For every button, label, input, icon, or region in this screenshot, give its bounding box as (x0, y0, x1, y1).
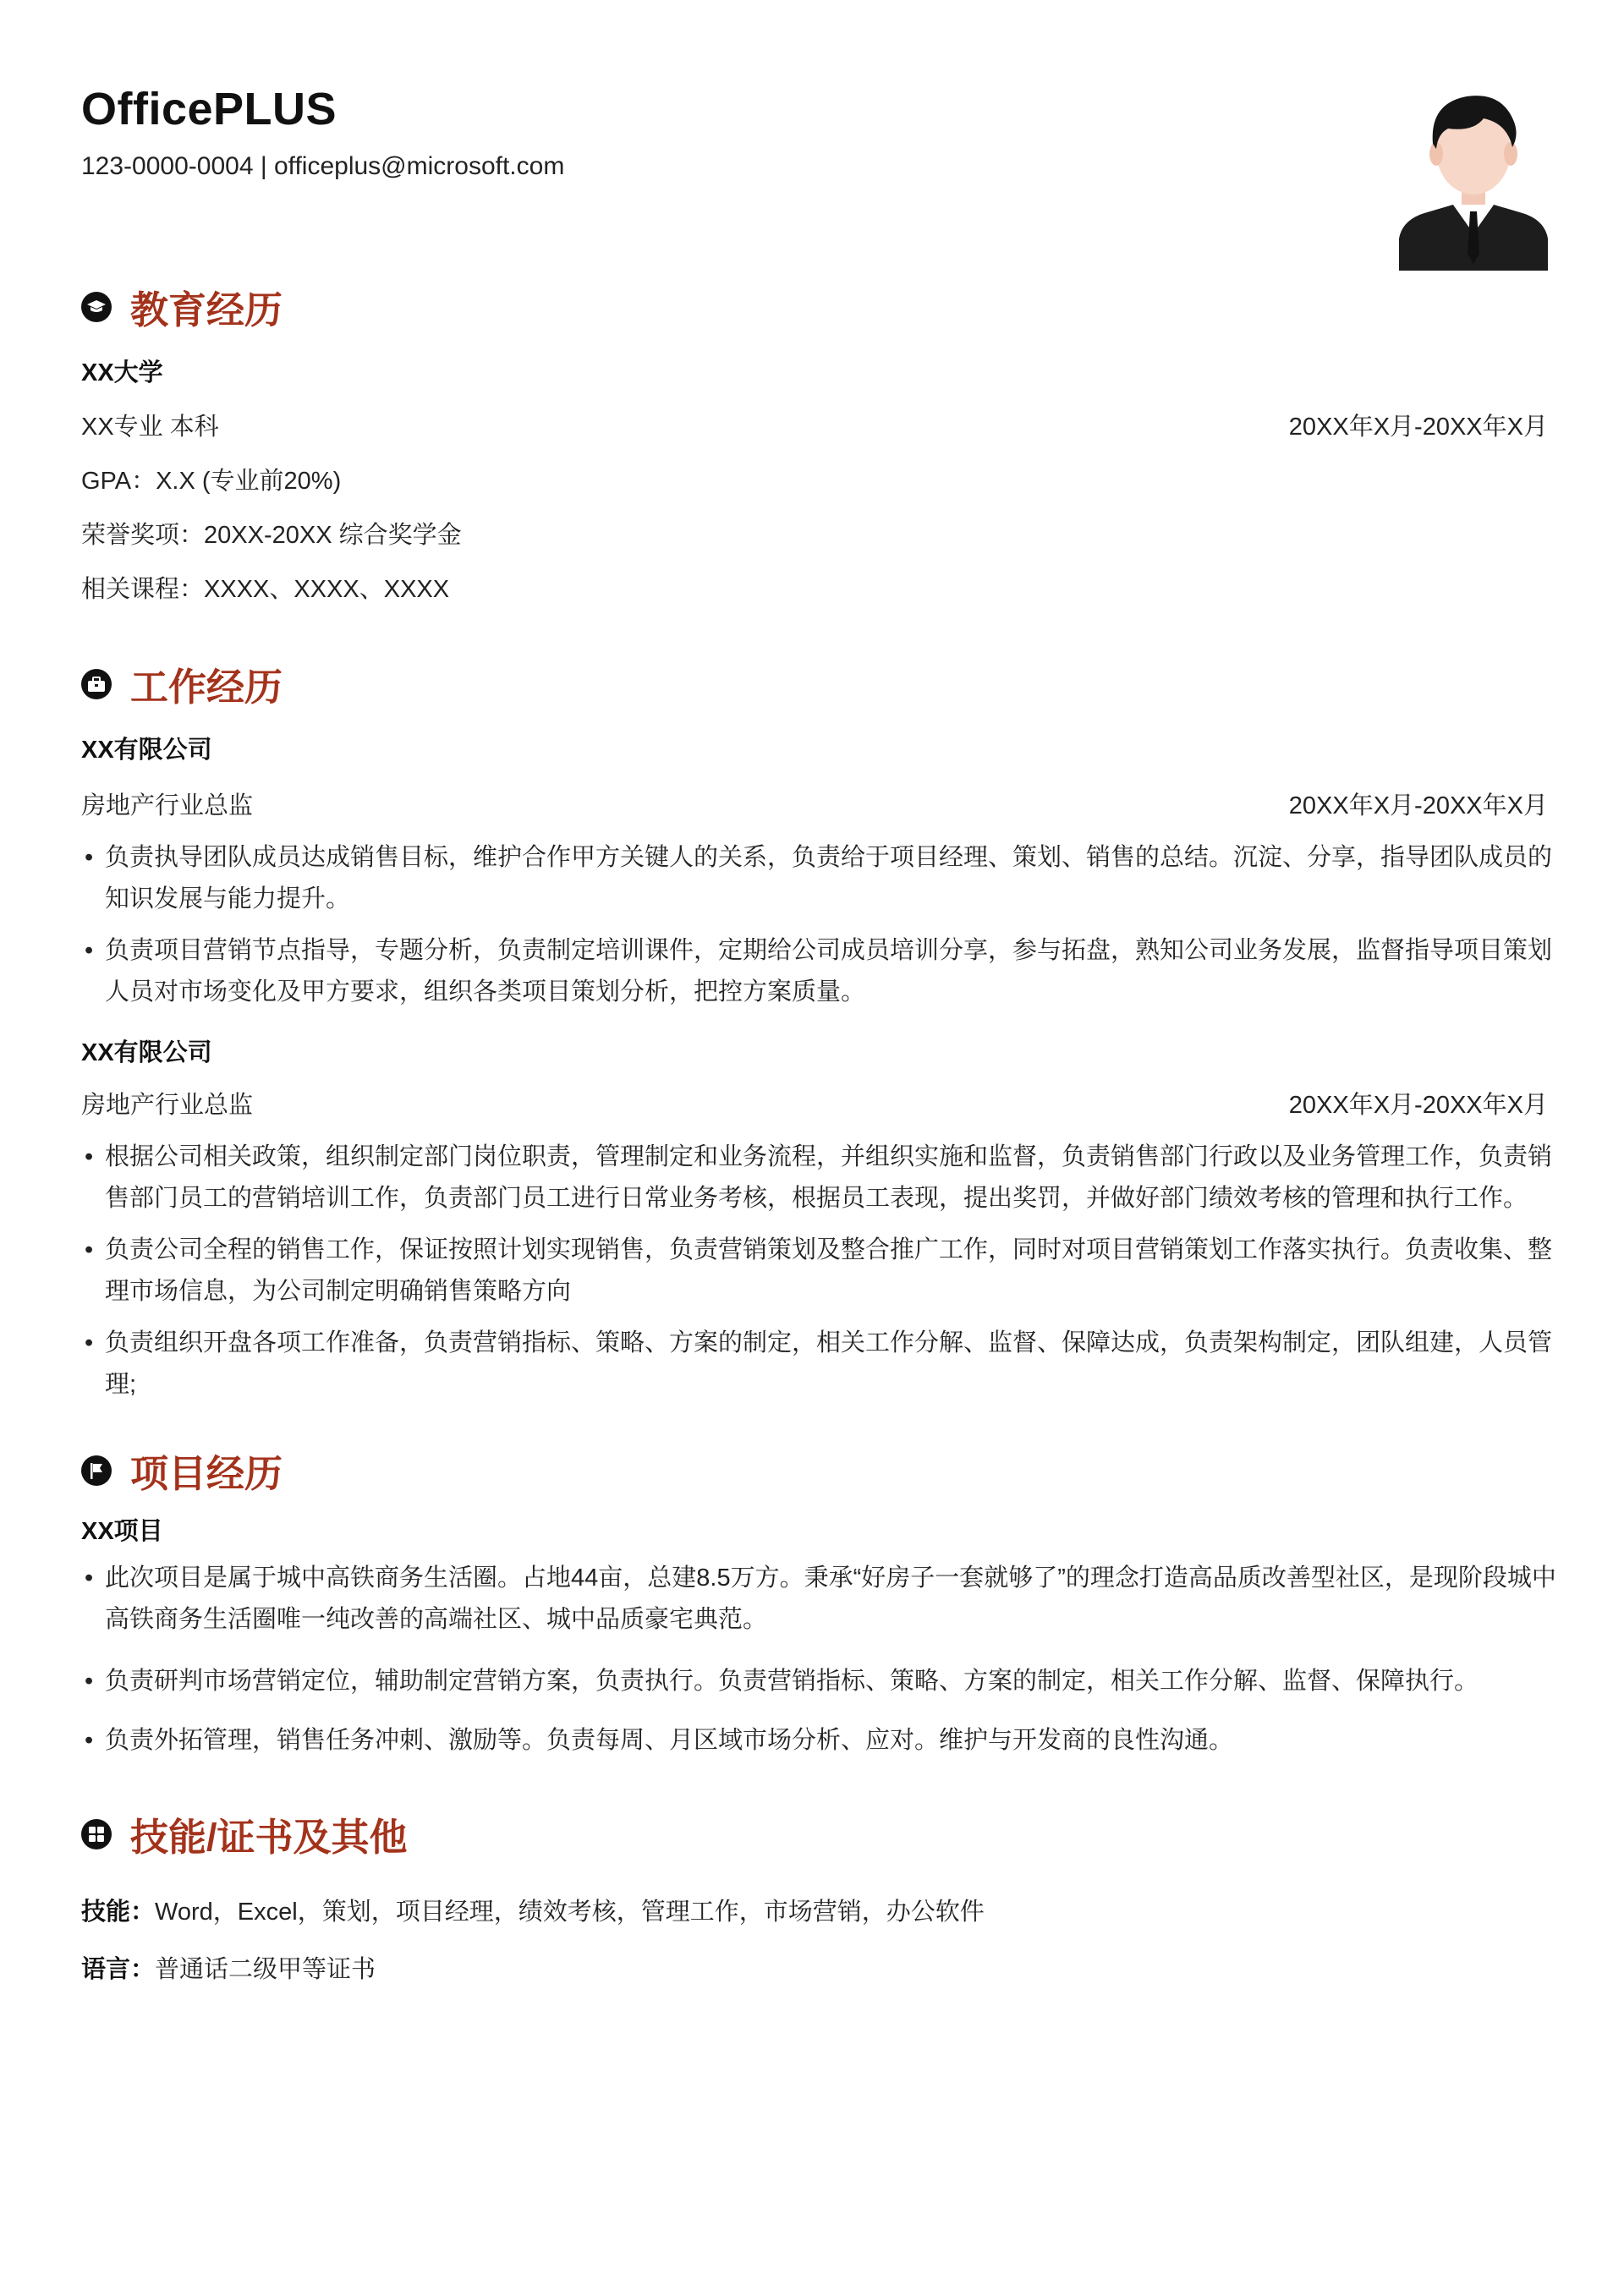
skills-label: 技能： (81, 1899, 156, 1926)
skills-text: Word，Excel，策划，项目经理，绩效考核，管理工作，市场营销，办公软件 (155, 1899, 985, 1926)
project-bullet-2: • 负责研判市场营销定位，辅助制定营销方案，负责执行。负责营销指标、策略、方案的制定，相关工作分解、监督、保障执行。 (85, 1668, 1479, 1695)
job-1-role: 房地产行业总监 (81, 792, 254, 819)
skills-section-header (81, 1806, 408, 1861)
work-title: 工作经历 (130, 666, 283, 709)
project-name: XX项目 (81, 1518, 163, 1545)
job-2-bullet-2: • 负责公司全程的销售工作，保证按照计划实现销售，负责营销策划及整合推广工作，同时对项目营销策划工作落实执行。负责收集、整理市场信息，为公司制定明确销售策略方向 (85, 1236, 1553, 1305)
grid-icon (81, 1819, 112, 1849)
job-2-date: 20XX年X月-20XX年X月 (1288, 1092, 1548, 1119)
education-date: 20XX年X月-20XX年X月 (1288, 414, 1548, 441)
honors: 荣誉奖项：20XX-20XX 综合奖学金 (81, 522, 462, 549)
job-1-bullet-1: • 负责执导团队成员达成销售目标，维护合作甲方关键人的关系，负责给于项目经理、策划、销售的总结。沉淀、分享，指导团队成员的知识发展与能力提升。 (85, 844, 1553, 912)
contact-info: 123-0000-0004 | officeplus@microsoft.com (81, 152, 565, 180)
gpa: GPA：X.X (专业前20%) (81, 468, 342, 495)
skills-line (81, 1893, 985, 1927)
job-2-bullet-1: • 根据公司相关政策，组织制定部门岗位职责，管理制定和业务流程，并组织实施和监督，负责销售部门行政以及业务管理工作，负责销售部门员工的营销培训工作，负责部门员工进行日常业务考核，根据员工表现，提出奖罚，并做好部门绩效考核的管理和执行工作。 (85, 1143, 1553, 1212)
project-section-header (81, 1443, 283, 1498)
briefcase-icon (81, 669, 112, 699)
education-section-header (81, 279, 283, 334)
job-2-company: XX有限公司 (81, 1039, 212, 1066)
job-1-company: XX有限公司 (81, 737, 212, 764)
language-text: 普通话二级甲等证书 (155, 1956, 376, 1983)
language-line (81, 1950, 376, 1985)
education-title: 教育经历 (130, 288, 283, 332)
avatar (1399, 85, 1548, 271)
project-title: 项目经历 (130, 1452, 283, 1495)
candidate-name: OfficePLUS (81, 84, 337, 134)
major-degree: XX专业 本科 (81, 414, 219, 441)
project-bullet-1: • 此次项目是属于城中高铁商务生活圈。占地44亩，总建8.5万方。秉承“好房子一套就够了”的理念打造高品质改善型社区，是现阶段城中高铁商务生活圈唯一纯改善的高端社区、城中品质豪宅典范。 (85, 1564, 1556, 1633)
flag-icon (81, 1455, 112, 1486)
language-label: 语言： (81, 1956, 156, 1983)
job-1-date: 20XX年X月-20XX年X月 (1288, 792, 1548, 819)
job-2-bullet-3: • 负责组织开盘各项工作准备，负责营销指标、策略、方案的制定，相关工作分解、监督、保障达成，负责架构制定，团队组建，人员管理; (85, 1329, 1553, 1398)
project-bullet-3: • 负责外拓管理，销售任务冲刺、激励等。负责每周、月区域市场分析、应对。维护与开发商的良性沟通。 (85, 1727, 1234, 1754)
school-name: XX大学 (81, 359, 163, 386)
job-1-bullet-2: • 负责项目营销节点指导，专题分析，负责制定培训课件，定期给公司成员培训分享，参与拓盘，熟知公司业务发展，监督指导项目策划人员对市场变化及甲方要求，组织各类项目策划分析，把控方案质量。 (85, 937, 1553, 1006)
courses: 相关课程：XXXX、XXXX、XXXX (81, 576, 450, 603)
skills-title: 技能/证书及其他 (130, 1816, 408, 1859)
graduation-cap-icon (81, 292, 112, 322)
job-2-role: 房地产行业总监 (81, 1092, 254, 1119)
work-section-header (81, 656, 283, 711)
